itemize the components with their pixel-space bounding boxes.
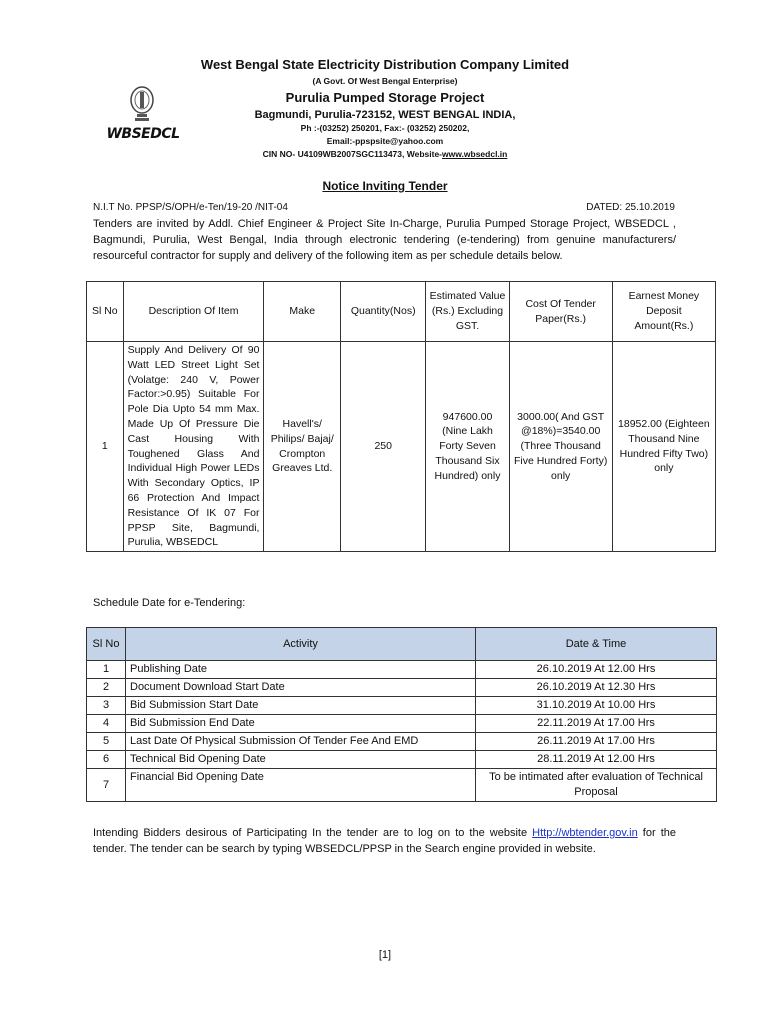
row-activity: Financial Bid Opening Date	[126, 769, 476, 802]
col-sl: Sl No	[87, 282, 124, 342]
table-row	[87, 342, 716, 552]
row-sl: 7	[87, 769, 126, 802]
cell-estimated-value: 947600.00 (Nine Lakh Forty Seven Thousand Six Hundred) only	[426, 342, 509, 552]
row-activity: Document Download Start Date	[126, 679, 476, 697]
nit-date: DATED: 25.10.2019	[586, 202, 675, 213]
row-date: 31.10.2019 At 10.00 Hrs	[476, 697, 717, 715]
table-row	[87, 697, 717, 715]
project-name: Purulia Pumped Storage Project	[285, 89, 485, 105]
row-date: 26.10.2019 At 12.30 Hrs	[476, 679, 717, 697]
row-activity: Bid Submission End Date	[126, 715, 476, 733]
cin-line	[100, 150, 670, 160]
notice-title: Notice Inviting Tender	[322, 179, 448, 193]
col-quantity: Quantity(Nos)	[341, 282, 426, 342]
table-row	[87, 769, 717, 802]
item-table-header	[87, 282, 716, 342]
phone-fax: Ph :-(03252) 250201, Fax:- (03252) 250202,	[300, 123, 470, 134]
website-link[interactable]: www.wbsedcl.in	[442, 148, 508, 159]
row-date: 22.11.2019 At 17.00 Hrs	[476, 715, 717, 733]
row-activity: Publishing Date	[126, 661, 476, 679]
col-make: Make	[264, 282, 341, 342]
letterhead	[100, 58, 670, 160]
tender-website-link[interactable]: Http://wbtender.gov.in	[532, 827, 638, 839]
row-activity: Last Date Of Physical Submission Of Tender Fee And EMD	[126, 733, 476, 751]
row-date: To be intimated after evaluation of Technical Proposal	[476, 769, 717, 802]
row-sl: 3	[87, 697, 126, 715]
page-number: [1]	[378, 949, 392, 961]
row-sl: 6	[87, 751, 126, 769]
company-subtitle: (A Govt. Of West Bengal Enterprise)	[312, 75, 458, 86]
col-activity: Activity	[126, 628, 476, 661]
col-tender-cost: Cost Of Tender Paper(Rs.)	[509, 282, 612, 342]
item-table	[86, 281, 716, 552]
table-row	[87, 715, 717, 733]
row-sl: 4	[87, 715, 126, 733]
row-date: 26.10.2019 At 12.00 Hrs	[476, 661, 717, 679]
schedule-table	[86, 627, 717, 802]
row-date: 28.11.2019 At 12.00 Hrs	[476, 751, 717, 769]
cell-emd: 18952.00 (Eighteen Thousand Nine Hundred Fifty Two) only	[612, 342, 715, 552]
table-row	[87, 679, 717, 697]
col-sl: Sl No	[87, 628, 126, 661]
table-row	[87, 751, 717, 769]
table-row	[87, 661, 717, 679]
row-sl: 5	[87, 733, 126, 751]
company-name: West Bengal State Electricity Distribution Company Limited	[200, 57, 570, 72]
cell-tender-cost: 3000.00( And GST @18%)=3540.00 (Three Thousand Five Hundred Forty) only	[509, 342, 612, 552]
closing-text-1: Intending Bidders desirous of Participating In the tender are to log on to the website	[93, 827, 528, 839]
row-date: 26.11.2019 At 17.00 Hrs	[476, 733, 717, 751]
intro-paragraph: Tenders are invited by Addl. Chief Engineer & Project Site In-Charge, Purulia Pumped Storage Project, WBSEDCL , Bagmundi, Purulia, West Bengal, India through electronic tendering (e-tendering) from genuine manufacturers/ resourceful contractor for supply and delivery of the following item as per schedule details below.	[93, 218, 676, 262]
closing-paragraph	[93, 825, 676, 857]
row-activity: Technical Bid Opening Date	[126, 751, 476, 769]
cin-number: CIN NO- U4109WB2007SGC113473, Website-	[262, 148, 443, 159]
row-activity: Bid Submission Start Date	[126, 697, 476, 715]
row-sl: 1	[87, 661, 126, 679]
logo-text: WBSEDCL	[106, 126, 180, 142]
cell-quantity: 250	[341, 342, 426, 552]
nit-number: N.I.T No. PPSP/S/OPH/e-Ten/19-20 /NIT-04	[93, 202, 288, 213]
schedule-label: Schedule Date for e-Tendering:	[93, 597, 246, 609]
table-row	[87, 733, 717, 751]
project-address: Bagmundi, Purulia-723152, WEST BENGAL INDIA,	[254, 108, 516, 121]
col-emd: Earnest Money Deposit Amount(Rs.)	[612, 282, 715, 342]
cell-description: Supply And Delivery Of 90 Watt LED Street Light Set (Volatge: 240 V, Power Factor:>0.95) Suitable For Pole Dia Upto 54 mm Max. Made Up Of Pressure Die Cast Housing With Toughened Glass And Individual High Power LEDs With Secondary Optics, IP 66 Protection And Impact Resistance Of IK 07 For PPSP Site, Bagmundi, Purulia, WBSEDCL	[123, 342, 264, 552]
cell-sl: 1	[87, 342, 124, 552]
col-description: Description Of Item	[123, 282, 264, 342]
col-date: Date & Time	[476, 628, 717, 661]
email-line: Email:-ppspsite@yahoo.com	[326, 136, 444, 147]
schedule-header	[87, 628, 717, 661]
row-sl: 2	[87, 679, 126, 697]
closing-text-2: for the tender. The tender can be search by typing WBSEDCL/PPSP in the Search engine provided in website.	[93, 827, 676, 855]
col-estimated-value: Estimated Value (Rs.) Excluding GST.	[426, 282, 509, 342]
cell-make: Havell's/ Philips/ Bajaj/ Crompton Greaves Ltd.	[264, 342, 341, 552]
